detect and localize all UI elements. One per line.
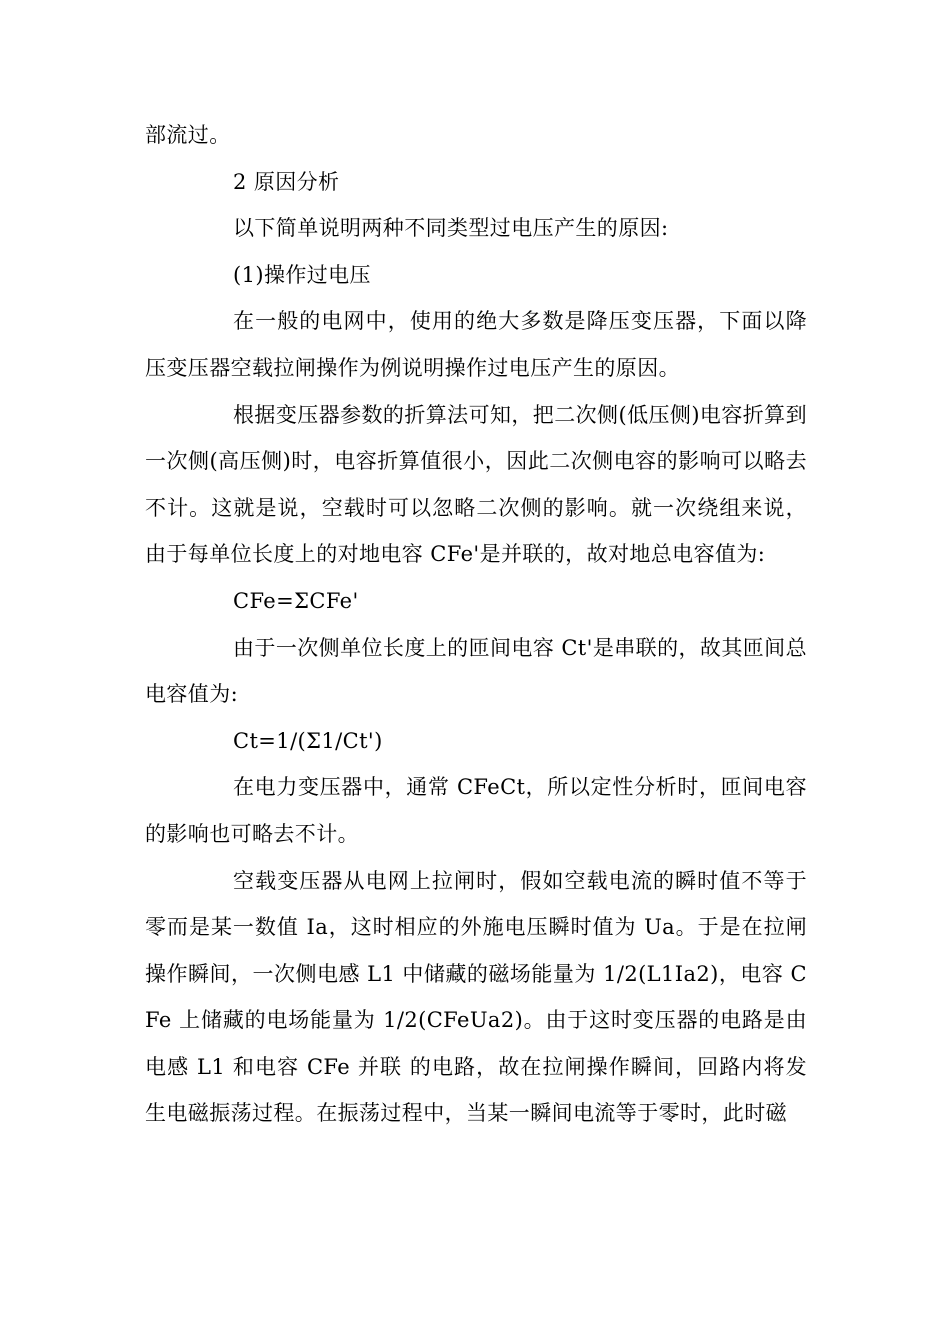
section-heading: 2 原因分析 (233, 169, 340, 194)
subsection-heading: (1)操作过电压 (233, 262, 371, 287)
paragraph-intro: 以下简单说明两种不同类型过电压产生的原因: (233, 216, 669, 241)
paragraph-turn-capacitance: 由于一次侧单位长度上的匝间电容 Ct'是串联的，故其匝间总电容值为: (145, 635, 807, 707)
formula-ct: Ct=1/(Σ1/Ct') (233, 728, 383, 753)
paragraph-oscillation: 空载变压器从电网上拉闸时，假如空载电流的瞬时值不等于零而是某一数值 Ia，这时相应的外施电压瞬时值为 Ua。于是在拉闸操作瞬间，一次侧电感 L1 中储藏的磁场能量为 1/2(L1Ia2)，电容 CFe 上储藏的电场能量为 1/2(CFeUa2)。由于这时变压器的电路是由电感 L1 和电容 CFe 并联 的电路，故在拉闸操作瞬间，回路内将发生电磁振荡过程。在振荡过程中，当某一瞬间电流等于零时，此时磁 (145, 868, 807, 1126)
document-body (145, 112, 807, 1137)
paragraph-conversion: 根据变压器参数的折算法可知，把二次侧(低压侧)电容折算到一次侧(高压侧)时，电容折算值很小，因此二次侧电容的影响可以略去不计。这就是说，空载时可以忽略二次侧的影响。就一次绕组来说，由于每单位长度上的对地电容 CFe'是并联的，故对地总电容值为: (145, 402, 807, 567)
paragraph-qualitative: 在电力变压器中，通常 CFeCt，所以定性分析时，匝间电容的影响也可略去不计。 (145, 775, 807, 846)
paragraph-continuation: 部流过。 (145, 123, 231, 147)
formula-cfe: CFe=ΣCFe' (233, 588, 359, 613)
paragraph-step-down: 在一般的电网中，使用的绝大多数是降压变压器，下面以降压变压器空载拉闸操作为例说明操作过电压产生的原因。 (145, 309, 807, 380)
